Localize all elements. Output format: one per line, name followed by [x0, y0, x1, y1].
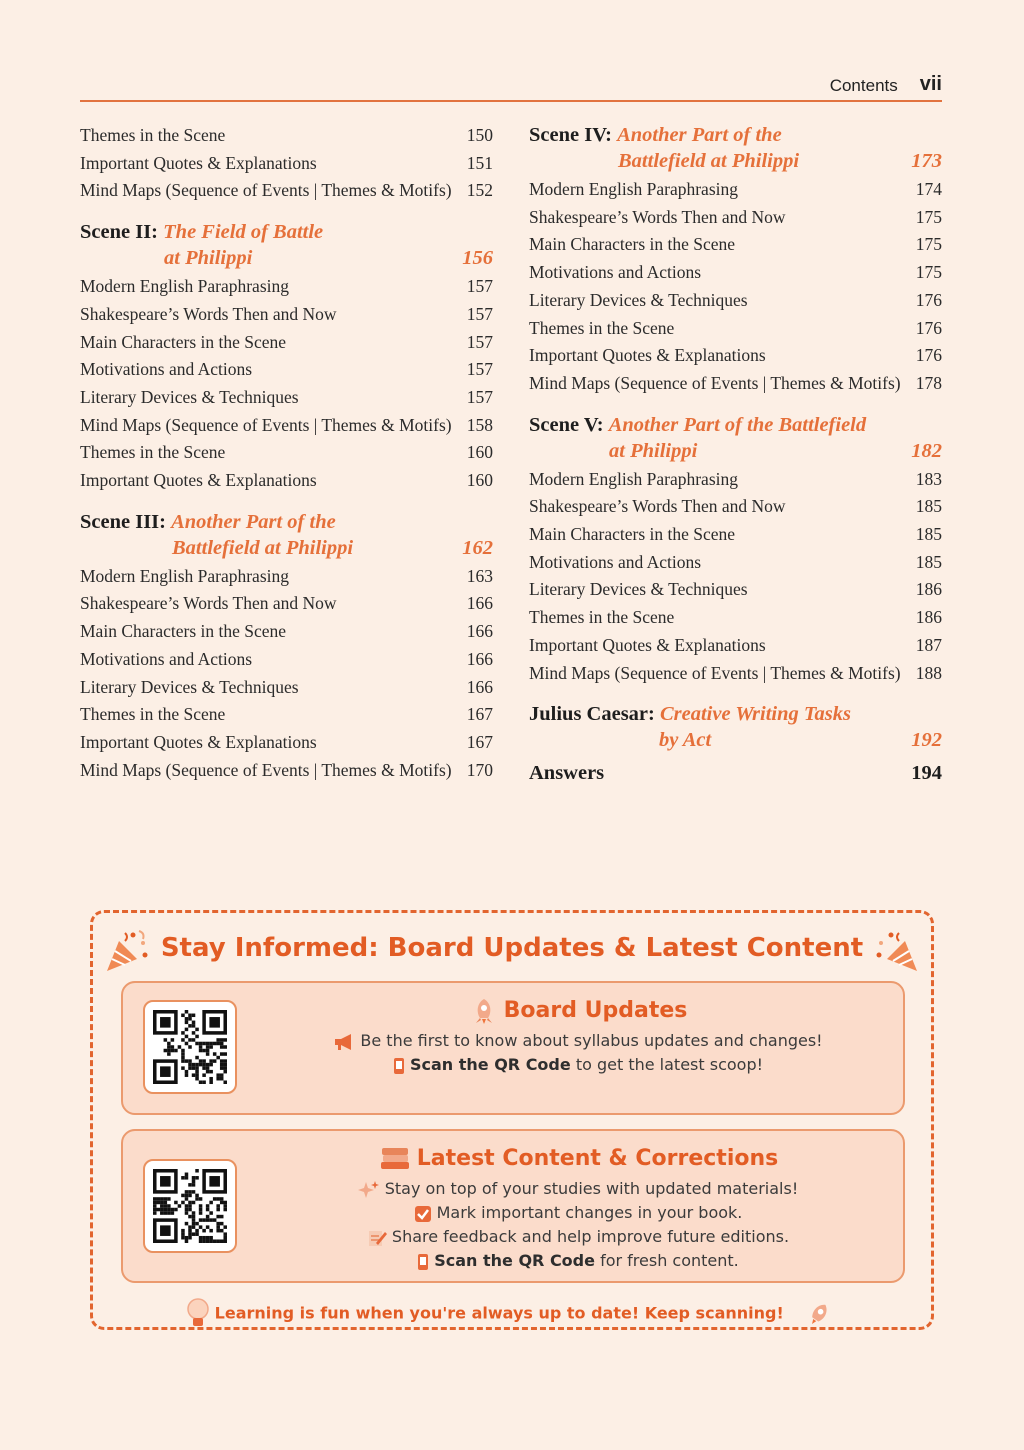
toc-entry-page: 158 [466, 414, 493, 435]
toc-entry-label: Literary Devices & Techniques [529, 579, 748, 600]
toc-entry-page: 175 [915, 206, 942, 227]
toc-entry-page: 167 [466, 704, 493, 725]
toc-entry-label: Motivations and Actions [529, 262, 702, 283]
toc-entry-label: Modern English Paraphrasing [529, 468, 738, 489]
toc-entry-label: Themes in the Scene [529, 317, 675, 338]
toc-entry[interactable] [80, 467, 493, 495]
toc-entry-label: Shakespeare’s Words Then and Now [529, 206, 786, 227]
scene-title-cont: by Act [659, 729, 712, 752]
toc-entry[interactable] [529, 660, 942, 688]
scene-title-cont: Battlefield at Philippi [172, 536, 354, 559]
toc-entry-page: 163 [466, 565, 493, 586]
toc-entry-label: Main Characters in the Scene [529, 524, 736, 545]
scene-title: Another Part of the [617, 124, 782, 146]
checkmark-icon [414, 1205, 432, 1223]
toc-entry[interactable] [529, 231, 942, 259]
toc-entry-label: Motivations and Actions [80, 648, 253, 669]
toc-entry-page: 167 [466, 731, 493, 752]
scene-title: The Field of Battle [163, 221, 324, 244]
toc-entry-label: Mind Maps (Sequence of Events | Themes & Motifs) [529, 372, 901, 393]
header-title: Contents [829, 76, 898, 95]
toc-entry[interactable] [80, 757, 493, 785]
toc-entry-label: Motivations and Actions [80, 359, 253, 380]
scene-title: Another Part of the [171, 510, 336, 533]
toc-creative-heading[interactable] [529, 701, 942, 753]
toc-entry-label: Important Quotes & Explanations [80, 470, 317, 491]
toc-entry-page: 175 [915, 234, 942, 255]
answers-page: 194 [911, 762, 942, 785]
toc-entry-page: 150 [466, 125, 493, 145]
toc-entry-page: 174 [915, 179, 942, 199]
toc-entry[interactable] [529, 259, 942, 287]
board-updates-title: Board Updates [503, 998, 688, 1023]
toc-entry-page: 186 [915, 579, 942, 600]
toc-entry-label: Themes in the Scene [529, 607, 675, 628]
toc-entry[interactable] [80, 150, 493, 178]
toc-entry[interactable] [529, 204, 942, 232]
qr-code-icon [153, 1169, 227, 1243]
toc-entry-label: Shakespeare’s Words Then and Now [80, 303, 337, 324]
toc-entry-label: Mind Maps (Sequence of Events | Themes & Motifs) [529, 662, 901, 683]
toc-entry-label: Literary Devices & Techniques [529, 289, 748, 310]
rocket-icon [469, 996, 499, 1026]
toc-answers[interactable] [529, 759, 942, 787]
megaphone-icon [333, 1033, 355, 1051]
toc-entry[interactable] [80, 701, 493, 729]
phone-icon [393, 1057, 405, 1075]
toc-entry[interactable] [80, 384, 493, 412]
toc-scene-5-heading[interactable] [529, 412, 942, 464]
stay-informed-box [90, 910, 934, 1330]
toc-entry-page: 157 [466, 359, 493, 380]
toc-entry[interactable] [80, 439, 493, 467]
toc-entry-page: 157 [466, 331, 493, 352]
sparkles-icon [358, 1180, 380, 1200]
toc-entry[interactable] [529, 466, 942, 494]
latest-content-title: Latest Content & Corrections [416, 1146, 779, 1171]
scene-page: 182 [911, 439, 942, 462]
toc-entry-label: Important Quotes & Explanations [529, 345, 766, 366]
toc-entry-label: Literary Devices & Techniques [80, 676, 299, 697]
toc-entry-label: Main Characters in the Scene [529, 234, 736, 255]
toc-entry-label: Modern English Paraphrasing [80, 565, 289, 586]
toc-group-scene2 [80, 273, 493, 495]
toc-entry-label: Modern English Paraphrasing [80, 276, 289, 297]
toc-entry-page: 185 [915, 524, 942, 545]
toc-entry-page: 151 [466, 152, 493, 173]
toc-entry-page: 166 [466, 593, 493, 614]
phone-icon [417, 1253, 429, 1271]
toc-entry-page: 166 [466, 676, 493, 697]
toc-entry[interactable] [529, 287, 942, 315]
toc-entry[interactable] [529, 521, 942, 549]
toc-entry-page: 176 [915, 317, 942, 338]
scene-title: Creative Writing Tasks [659, 703, 851, 726]
toc-entry-label: Modern English Paraphrasing [529, 179, 738, 199]
toc-entry[interactable] [529, 549, 942, 577]
header-page-number: vii [919, 73, 942, 95]
answers-label: Answers [529, 762, 605, 785]
toc-entry-page: 160 [466, 470, 493, 491]
toc-entry-label: Themes in the Scene [80, 442, 226, 463]
memo-icon [367, 1228, 387, 1248]
toc-left-column [80, 122, 493, 784]
toc-entry-label: Important Quotes & Explanations [80, 152, 317, 173]
scene-page: 173 [911, 150, 942, 172]
toc-entry-page: 157 [466, 276, 493, 297]
toc-entry[interactable] [80, 177, 493, 205]
scene-title-cont: Battlefield at Philippi [618, 150, 800, 172]
toc-entry[interactable] [529, 604, 942, 632]
books-icon [378, 1145, 412, 1173]
qr-code-icon [153, 1010, 227, 1084]
board-line-2: to get the latest scoop! [570, 1055, 764, 1074]
toc-entry[interactable] [80, 329, 493, 357]
scene-title-cont: at Philippi [164, 247, 253, 270]
toc-entry-label: Shakespeare’s Words Then and Now [80, 593, 337, 614]
scene-title-cont: at Philippi [609, 439, 698, 462]
toc-entry-page: 185 [915, 551, 942, 572]
toc-entry[interactable] [80, 646, 493, 674]
toc-entry-label: Motivations and Actions [529, 551, 702, 572]
toc-entry[interactable] [529, 342, 942, 370]
toc-entry-label: Mind Maps (Sequence of Events | Themes & Motifs) [80, 414, 452, 435]
toc-entry[interactable] [80, 563, 493, 591]
toc-scene-3-heading[interactable] [80, 509, 493, 561]
toc-entry[interactable] [529, 493, 942, 521]
toc-entry[interactable] [80, 356, 493, 384]
toc-entry[interactable] [80, 273, 493, 301]
toc-entry-page: 157 [466, 303, 493, 324]
toc-entry[interactable] [80, 618, 493, 646]
toc-entry-page: 170 [466, 759, 493, 780]
toc-entry-page: 183 [915, 468, 942, 489]
latest-line-3: Share feedback and help improve future editions. [391, 1227, 790, 1246]
toc-entry[interactable] [529, 176, 942, 204]
scene-label: Scene V: [529, 413, 604, 436]
latest-line-4: for fresh content. [594, 1251, 739, 1270]
toc-entry-label: Literary Devices & Techniques [80, 386, 299, 407]
toc-group-scene4 [529, 176, 942, 398]
board-line-1: Be the first to know about syllabus updates and changes! [360, 1031, 823, 1050]
toc-entry[interactable] [80, 729, 493, 757]
toc-group-scene5 [529, 466, 942, 688]
toc-entry-label: Main Characters in the Scene [80, 331, 287, 352]
toc-entry-page: 157 [466, 386, 493, 407]
toc-entry-label: Themes in the Scene [80, 125, 226, 145]
toc-entry-label: Important Quotes & Explanations [529, 634, 766, 655]
info-box-footer [93, 1297, 931, 1331]
latest-line-4-bold: Scan the QR Code [434, 1251, 595, 1270]
toc-entry[interactable] [529, 576, 942, 604]
scene-label: Scene III: [80, 510, 166, 533]
scene-page: 162 [462, 536, 493, 559]
latest-content-qr-code[interactable] [143, 1159, 237, 1253]
scene-page: 156 [462, 247, 493, 270]
toc-entry[interactable] [529, 370, 942, 398]
toc-entry[interactable] [80, 301, 493, 329]
toc-entry-page: 186 [915, 607, 942, 628]
toc-entry-page: 176 [915, 345, 942, 366]
scene-title: Another Part of the Battlefield [608, 413, 867, 436]
toc-entry-label: Shakespeare’s Words Then and Now [529, 496, 786, 517]
footer-text: Learning is fun when you're always up to date! Keep scanning! [214, 1303, 784, 1323]
toc-scene-2-heading[interactable] [80, 219, 493, 271]
info-box-title: Stay Informed: Board Updates & Latest Content [160, 933, 864, 963]
toc-entry-page: 188 [915, 662, 942, 683]
toc-entry[interactable] [529, 632, 942, 660]
toc-entry-label: Themes in the Scene [80, 704, 226, 725]
toc-entry-page: 185 [915, 496, 942, 517]
toc-entry[interactable] [80, 590, 493, 618]
toc-entry-label: Important Quotes & Explanations [80, 731, 317, 752]
scene-label: Scene IV: [529, 124, 612, 146]
latest-line-2: Mark important changes in your book. [436, 1203, 743, 1222]
board-updates-qr-code[interactable] [143, 1000, 237, 1094]
toc-entry-page: 175 [915, 262, 942, 283]
toc-entry[interactable] [529, 315, 942, 343]
toc-entry-page: 166 [466, 621, 493, 642]
rocket-icon [805, 1300, 833, 1328]
latest-content-card [121, 1129, 905, 1283]
page-header [80, 70, 942, 102]
toc-entry-label: Mind Maps (Sequence of Events | Themes & Motifs) [80, 180, 452, 201]
toc-entry-page: 176 [915, 289, 942, 310]
toc-entry-page: 166 [466, 648, 493, 669]
toc-entry-label: Main Characters in the Scene [80, 621, 287, 642]
toc-entry[interactable] [80, 122, 493, 150]
toc-entry[interactable] [80, 412, 493, 440]
toc-entry-page: 187 [915, 634, 942, 655]
toc-entry-label: Mind Maps (Sequence of Events | Themes & Motifs) [80, 759, 452, 780]
scene-label: Julius Caesar: [529, 703, 655, 726]
latest-line-1: Stay on top of your studies with updated materials! [384, 1179, 799, 1198]
toc-group-scene3 [80, 563, 493, 785]
scene-label: Scene II: [80, 221, 159, 244]
board-updates-card [121, 981, 905, 1115]
lightbulb-icon [186, 1297, 210, 1331]
toc-entry-page: 178 [915, 372, 942, 393]
toc-group-scene1-tail [80, 122, 493, 205]
scene-page: 192 [911, 729, 942, 752]
toc-entry-page: 160 [466, 442, 493, 463]
toc-scene-4-heading[interactable] [529, 122, 942, 174]
toc-entry[interactable] [80, 674, 493, 702]
toc-right-column [529, 122, 942, 787]
toc-entry-page: 152 [466, 180, 493, 201]
board-line-2-bold: Scan the QR Code [409, 1055, 571, 1074]
